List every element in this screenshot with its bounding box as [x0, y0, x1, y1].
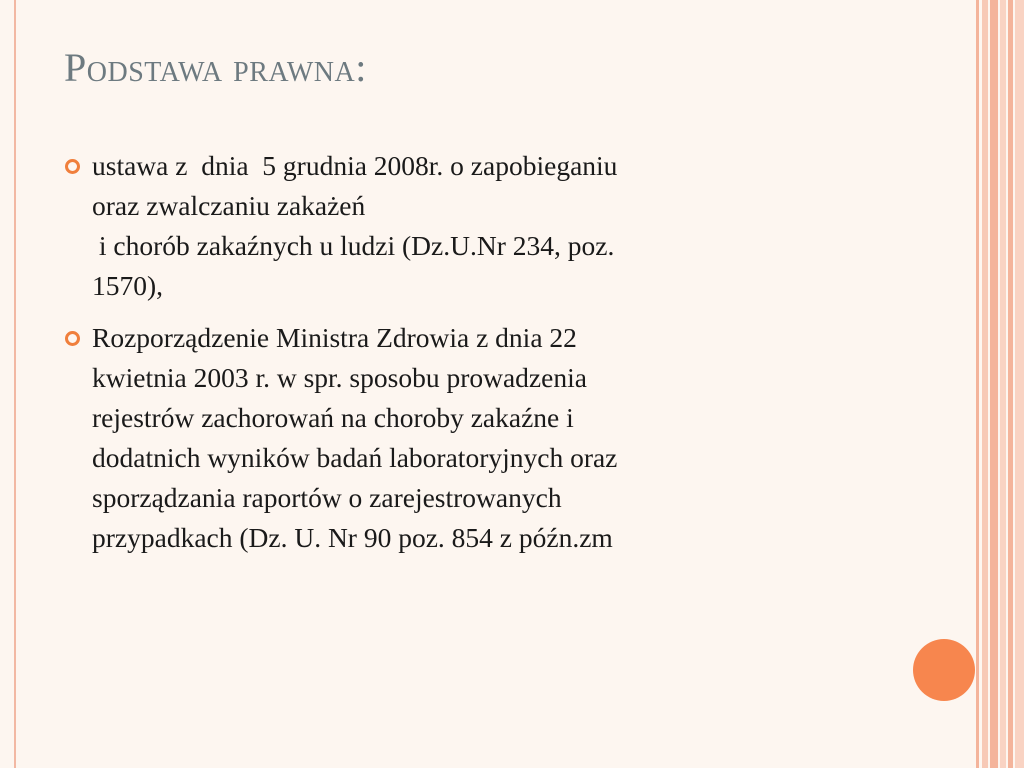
left-border-line	[14, 0, 16, 768]
bullet-text-line: i chorób zakaźnych u ludzi (Dz.U.Nr 234, poz.	[92, 230, 615, 261]
right-border-band	[990, 0, 998, 768]
bullet-item	[64, 146, 884, 306]
bullet-text-line: oraz zwalczaniu zakażeń	[92, 190, 366, 221]
bullet-text-line: dodatnich wyników badań laboratoryjnych oraz	[92, 442, 618, 473]
right-border-band	[1008, 0, 1013, 768]
bullet-text-line: rejestrów zachorowań na choroby zakaźne i	[92, 402, 574, 433]
decorative-circle	[913, 639, 975, 701]
bullet-ring-icon	[65, 159, 80, 174]
bullet-text-line: przypadkach (Dz. U. Nr 90 poz. 854 z późn.zm	[92, 522, 613, 553]
bullet-text-line: ustawa z dnia 5 grudnia 2008r. o zapobieganiu	[92, 150, 618, 181]
bullet-ring-icon	[65, 331, 80, 346]
right-border-band	[976, 0, 979, 768]
bullet-item	[64, 318, 884, 558]
right-border-band	[1015, 0, 1024, 768]
bullet-text-line: Rozporządzenie Ministra Zdrowia z dnia 22	[92, 322, 577, 353]
bullet-text-line: kwietnia 2003 r. w spr. sposobu prowadzenia	[92, 362, 587, 393]
slide-title: Podstawa prawna:	[64, 45, 367, 90]
right-border-band	[982, 0, 988, 768]
bullet-text-line: 1570),	[92, 270, 164, 301]
right-border-band	[1000, 0, 1006, 768]
bullet-list	[64, 146, 884, 570]
bullet-text-line: sporządzania raportów o zarejestrowanych	[92, 482, 562, 513]
